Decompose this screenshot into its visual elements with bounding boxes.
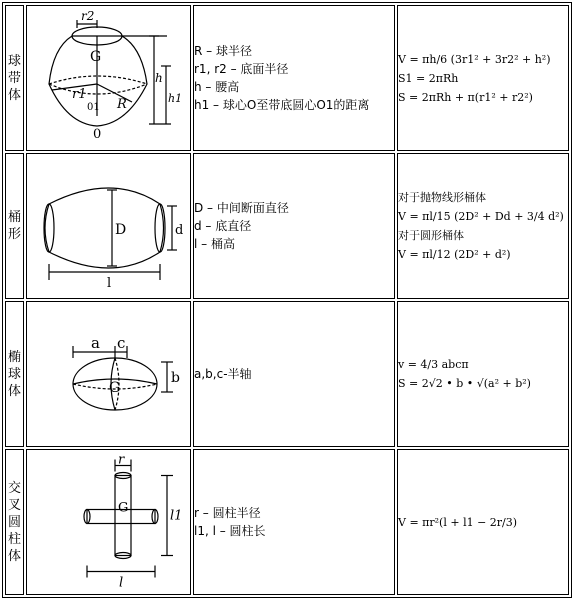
shape-name-char: 体	[7, 548, 21, 564]
formula-note: 对于抛物线形桶体	[398, 191, 486, 204]
label-r: r	[118, 452, 125, 468]
barrel-figure	[27, 154, 190, 298]
shape-name-char: 体	[7, 383, 21, 399]
label-d: d	[175, 223, 184, 238]
label-O1: 01	[87, 102, 100, 113]
description-line: R – 球半径	[194, 44, 252, 58]
formula-line: S1 = 2πRh	[398, 71, 459, 85]
shape-name-cell	[5, 301, 24, 447]
formula-line: V = πl/12 (2D² + d²)	[398, 248, 511, 261]
formula-line: S = 2√2 • b • √(a² + b²)	[398, 377, 531, 390]
shape-name-cell	[5, 449, 24, 595]
table-row	[5, 301, 569, 447]
formula-cell	[397, 301, 569, 447]
description-line: r – 圆柱半径	[194, 506, 261, 520]
formula-line: V = πl/15 (2D² + Dd + 3/4 d²)	[398, 210, 564, 223]
description-cell	[193, 5, 395, 151]
figure-cell	[26, 153, 191, 299]
label-r2: r2	[81, 9, 95, 23]
figure-cell	[26, 449, 191, 595]
shape-name-char: 球	[7, 53, 21, 69]
formula-cell	[397, 153, 569, 299]
formula-cell	[397, 5, 569, 151]
formula-line: S = 2πRh + π(r1² + r2²)	[398, 90, 533, 104]
label-a: a	[91, 334, 100, 352]
description-line: r1, r2 – 底面半径	[194, 62, 289, 76]
description-line: l – 桶高	[194, 237, 235, 251]
formula-cell	[397, 449, 569, 595]
cross-cylinder-figure	[27, 450, 190, 594]
shape-name-char: 桶	[7, 210, 21, 225]
shape-name-char: 交	[7, 480, 21, 496]
figure-cell	[26, 5, 191, 151]
label-l: l	[107, 276, 112, 291]
table-row	[5, 5, 569, 151]
shape-name-cell	[5, 153, 24, 299]
formula-note: 对于圆形桶体	[398, 229, 464, 242]
description-line: d – 底直径	[194, 219, 252, 233]
label-c: c	[117, 334, 126, 352]
label-O: 0	[93, 127, 102, 142]
shape-name-char: 带	[7, 70, 21, 86]
label-l: l	[119, 575, 124, 591]
description-line: h – 腰高	[194, 80, 240, 94]
spherical-zone-figure	[27, 6, 190, 150]
label-D: D	[115, 222, 127, 238]
shape-name-char: 形	[7, 227, 21, 242]
label-G: G	[90, 49, 102, 65]
shape-name-char: 体	[7, 87, 21, 103]
figure-cell	[26, 301, 191, 447]
label-r1: r1	[72, 87, 87, 102]
description-cell	[193, 153, 395, 299]
shape-name-char: 圆	[7, 514, 21, 530]
label-h1: h1	[168, 92, 183, 105]
description-line: a,b,c-半轴	[194, 367, 252, 381]
description-line: h1 – 球心O至带底圆心O1的距离	[194, 98, 370, 112]
description-cell	[193, 449, 395, 595]
label-G: G	[109, 380, 121, 396]
table-row	[5, 449, 569, 595]
ellipsoid-figure	[27, 302, 190, 446]
description-line: l1, l – 圆柱长	[194, 524, 266, 538]
formula-line: v = 4/3 abcπ	[398, 358, 469, 371]
description-line: D – 中间断面直径	[194, 201, 289, 215]
formula-table	[2, 2, 572, 598]
shape-name-char: 叉	[7, 497, 21, 513]
label-h: h	[155, 71, 163, 85]
shape-name-cell	[5, 5, 24, 151]
shape-name-char: 球	[7, 366, 21, 382]
shape-name-char: 柱	[7, 531, 21, 547]
description-cell	[193, 301, 395, 447]
shape-name-char: 椭	[7, 349, 21, 365]
label-G: G	[118, 500, 129, 516]
formula-line: V = πh/6 (3r1² + 3r2² + h²)	[398, 52, 551, 66]
formula-line: V = πr²(l + l1 − 2r/3)	[398, 515, 518, 529]
label-l1: l1	[170, 508, 183, 524]
label-R: R	[117, 97, 127, 112]
table-row	[5, 153, 569, 299]
label-b: b	[171, 370, 180, 386]
